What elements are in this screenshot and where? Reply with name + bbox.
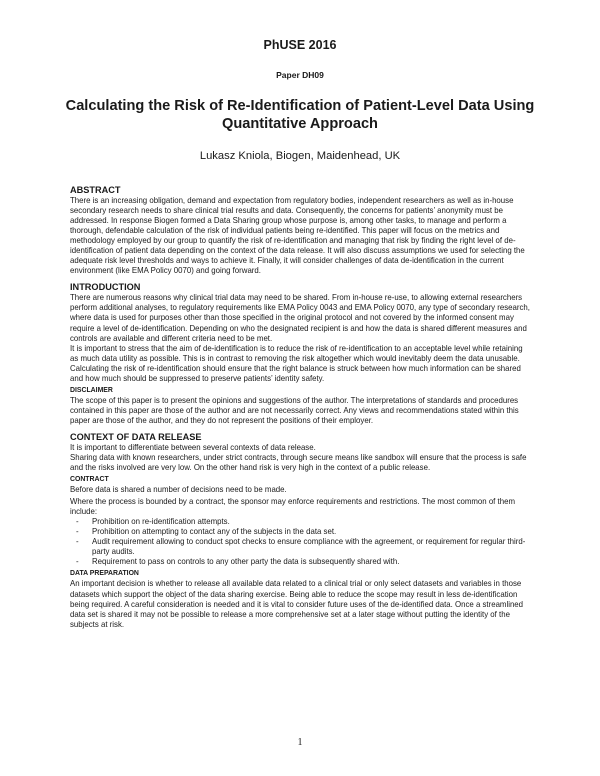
page-number: 1 <box>297 737 303 748</box>
author-line: Lukasz Kniola, Biogen, Maidenhead, UK <box>199 150 401 162</box>
contract-intro: Before data is shared a number of decisions need to be made. <box>70 485 287 495</box>
list-item: - Audit requirement allowing to conduct spot checks to ensure compliance with the agreement, or requirement for regular third-party audits. <box>70 537 532 557</box>
intro-paragraph: There are numerous reasons why clinical trial data may need to be shared. From in-house re-use, to allowing external researchers perform additional analyses, to regulatory requirements like EMA Policy 0043 and EMA Policy 0070, any type of secondary research, where data is used for purposes other than those specified in the original protocol and not covered by the informed consent may require a level of de-identification. Depending on who the designated recipient is and how the data is shared different measures and controls are available and different criteria need to be met. <box>70 293 530 343</box>
disclaimer-heading: DISCLAIMER <box>70 386 113 394</box>
paper-id: Paper DH09 <box>276 70 324 80</box>
contract-text: Where the process is bounded by a contract, the sponsor may enforce requirements and restrictions. The most common of them include: <box>70 497 515 517</box>
context-paragraph: Sharing data with known researchers, under strict contracts, through secure means like sandbox will ensure that the process is safe and the risks involved are very low. On the other hand risk is very high in the context of a public release. <box>70 452 527 473</box>
paper-title: Calculating the Risk of Re-Identification of Patient-Level Data Using Quantitative Approach <box>65 98 535 132</box>
data-preparation-text: An important decision is whether to release all available data related to a clinical trial or only select datasets and variables in those datasets which support the object of the data sharing exercise. Being able to reduce the scope may result in less de-identification being required. A careful consideration is needed and it is vital to consider future uses of the de-identified data. Once a streamlined data set is shared it may not be possible to release a more comprehensive set at a later stage without putting the identity of the subjects at risk. <box>70 579 524 629</box>
context-heading: CONTEXT OF DATA RELEASE <box>70 431 202 442</box>
list-item: - Prohibition on attempting to contact any of the subjects in the data set. <box>70 527 532 537</box>
context-paragraph: It is important to differentiate between several contexts of data release. <box>70 442 316 452</box>
introduction-heading: INTRODUCTION <box>70 282 141 293</box>
paper-body <box>70 184 532 630</box>
contract-heading: CONTRACT <box>70 476 109 484</box>
disclaimer-text: The scope of this paper is to present the opinions and suggestions of the author. The interpretations of standards and procedures contained in this paper are those of the author and are not necessarily correct. Any views and recommendations stated within this paper are those of the author, and they do not represent the positions of their employer. <box>70 395 519 425</box>
data-preparation-heading: DATA PREPARATION <box>70 570 139 578</box>
list-item: - Requirement to pass on controls to any other party the data is subsequently shared with. <box>70 557 532 567</box>
contract-list <box>70 517 532 567</box>
list-item: - Prohibition on re-identification attempts. <box>70 517 532 527</box>
intro-paragraph: It is important to stress that the aim of de-identification is to reduce the risk of re-identification to an acceptable level while retaining as much data utility as possible. This is in contrast to removing the risk altogether which would inevitably deem the data unusable. <box>70 343 523 363</box>
intro-paragraph: Calculating the risk of re-identification should ensure that the right balance is struck between how much information can be shared and how much should be suppressed to preserve patients’ identity safety. <box>70 363 521 383</box>
conference-name: PhUSE 2016 <box>263 38 337 52</box>
abstract-heading: ABSTRACT <box>70 185 121 195</box>
abstract-text: There is an increasing obligation, demand and expectation from regulatory bodies, independent researchers as well as in-house secondary research needs to share clinical trial results and data. Consequently, the concerns for patients’ anonymity must be addressed. In response Biogen formed a Data Sharing group whose purpose is, among other tasks, to manage and perform a thorough, defendable calculation of the risk of individual patients being re-identified. This paper will focus on the metrics and methodology employed by our group to quantify the risk of re-identification and managing that risk by finding the right level of de-identification of patient data depending on the context of the data release. It will also discuss assumptions we used for selecting the adequate risk level thresholds and ways to achieve it. Finally, it will consider challenges of data de-identification in the current environment (like EMA Policy 0070) and going forward. <box>70 196 525 276</box>
